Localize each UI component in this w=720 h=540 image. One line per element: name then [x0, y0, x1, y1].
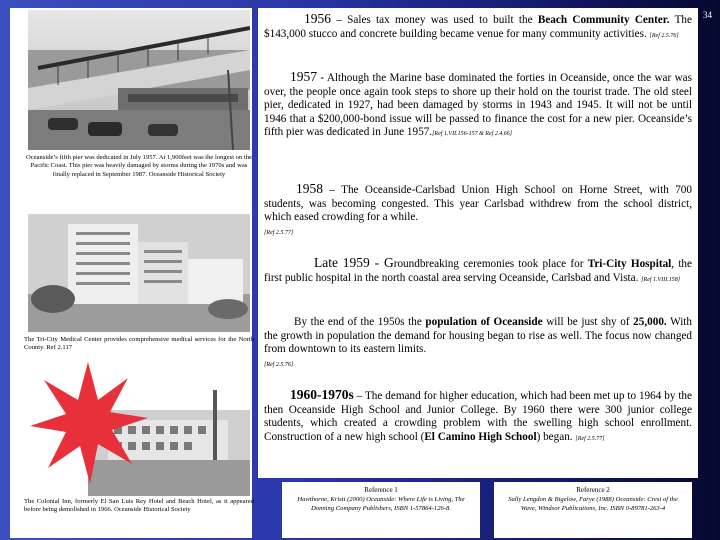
paragraph-1956 — [264, 12, 692, 43]
year-1958: 1958 — [296, 181, 323, 196]
year-1960-1970s: 1960-1970s — [290, 387, 354, 402]
text-pop-e: With the growth in population the demand for housing began to rise as well. The focus now changed from downtown to its eastern limits. — [264, 316, 693, 356]
ref-pop: [Ref 2.5.76] — [264, 361, 294, 368]
text-pop-c: will be just shy of — [542, 316, 634, 328]
paragraph-1959 — [264, 256, 692, 287]
text-1959-b: roundbreaking ceremonies took place for — [393, 258, 588, 270]
year-1957: 1957 — [290, 69, 317, 84]
text-1959-a: - G — [369, 255, 394, 270]
timeline-text-column — [258, 8, 698, 478]
medical-center-caption: The Tri-City Medical Center provides comprehensive medical services for the North County. Ref 2.117 — [24, 336, 254, 352]
text-1960-b: El Camino High School — [424, 430, 537, 443]
text-1957-a: - Although the Marine base dominated the forties in Oceanside, once the war was over, the people once again took steps to shore up their hold on the tourist trade. The old steel pier, dedicated in 1927, had been damaged by storms in 1943 and 1945. It will not be until 1946 that a $200,000-bond issue will be passed to finance the cost for a new pier. Oceanside’s fifth pier was dedicated in June 1957. — [264, 72, 692, 139]
text-1959-c: Tri-City Hospital — [587, 258, 672, 270]
colonial-inn-caption: The Colonial Inn, formerly El San Luis Rey Hotel and Beach Hotel, as it appeared before being demolished in 1966. Oceanside Historical Society — [24, 498, 254, 514]
ref-1960: [Ref 2.5.77] — [575, 435, 605, 442]
paragraph-1957 — [264, 70, 692, 142]
references — [282, 482, 694, 536]
text-1960-c: ) began. — [536, 430, 576, 443]
text-pop-b: population of Oceanside — [425, 316, 543, 328]
reference-2-body: Sally Lengdon & Bigelow, Farye (1988) Oceanside: Crest of the Wave, Windsor Publications, Inc. ISBN 0-89781-263-4 — [508, 496, 678, 512]
year-1956: 1956 — [304, 11, 331, 26]
year-1959: Late 1959 — [314, 255, 370, 270]
reference-1 — [282, 482, 480, 538]
paragraph-1960-1970s — [264, 388, 692, 446]
paragraph-1950s-population — [264, 316, 692, 372]
medical-center-photo — [28, 214, 250, 332]
reference-1-title: Reference 1 — [364, 486, 398, 494]
ref-1958: [Ref 2.5.77] — [264, 229, 294, 236]
paragraph-1958 — [264, 182, 692, 240]
ref-1957: [Ref 1.VII.156-157 & Ref 2.4.66] — [432, 131, 513, 138]
pier-photo — [28, 10, 250, 150]
text-pop-a: By the end of the 1950s the — [294, 316, 426, 328]
reference-1-body: Hawthorne, Kristi (2000) Oceanside: Where Life is Living, The Donning Company Publishers, ISBN 1-57864-126-8. — [297, 496, 465, 512]
page-number: 34 — [703, 10, 712, 20]
text-1959-d: , the first public hospital in the north coastal area serving Oceanside, Carlsbad and Vista. — [264, 258, 692, 284]
ref-1959: [Ref 1.VIII.158] — [641, 276, 681, 283]
text-1960-a: – The demand for higher education, which had been met up to 1964 by the then Oceanside High School and Junior College. By 1960 there were 300 junior college students, which created a crowding problem with the swelling high school enrollment. Construction of a new high school ( — [264, 390, 692, 443]
left-image-column — [10, 8, 252, 538]
pier-caption: Oceanside’s fifth pier was dedicated in July 1957. At 1,900feet was the longest on the Pacific Coast. This pier was heavily damaged by storms during the 1970s and was finally replaced in September 1987. Oceanside Historical Society — [26, 154, 252, 178]
colonial-inn-photo — [28, 360, 250, 496]
reference-2-title: Reference 2 — [576, 486, 610, 494]
text-1958-a: – The Oceanside-Carlsbad Union High School on Horne Street, with 700 students, was becoming congested. This year Carlsbad withdrew from the school district, which eased crowding for a while. — [264, 184, 692, 224]
text-pop-d: 25,000. — [633, 316, 667, 328]
text-1956-b: Beach Community Center. — [537, 14, 670, 26]
ref-1956: [Ref 2.5.76] — [649, 32, 679, 39]
text-1956-a: – Sales tax money was used to built the — [331, 14, 538, 26]
reference-2 — [494, 482, 692, 538]
text-1956-c: The $143,000 stucco and concrete building became venue for many community activities. — [264, 14, 692, 40]
